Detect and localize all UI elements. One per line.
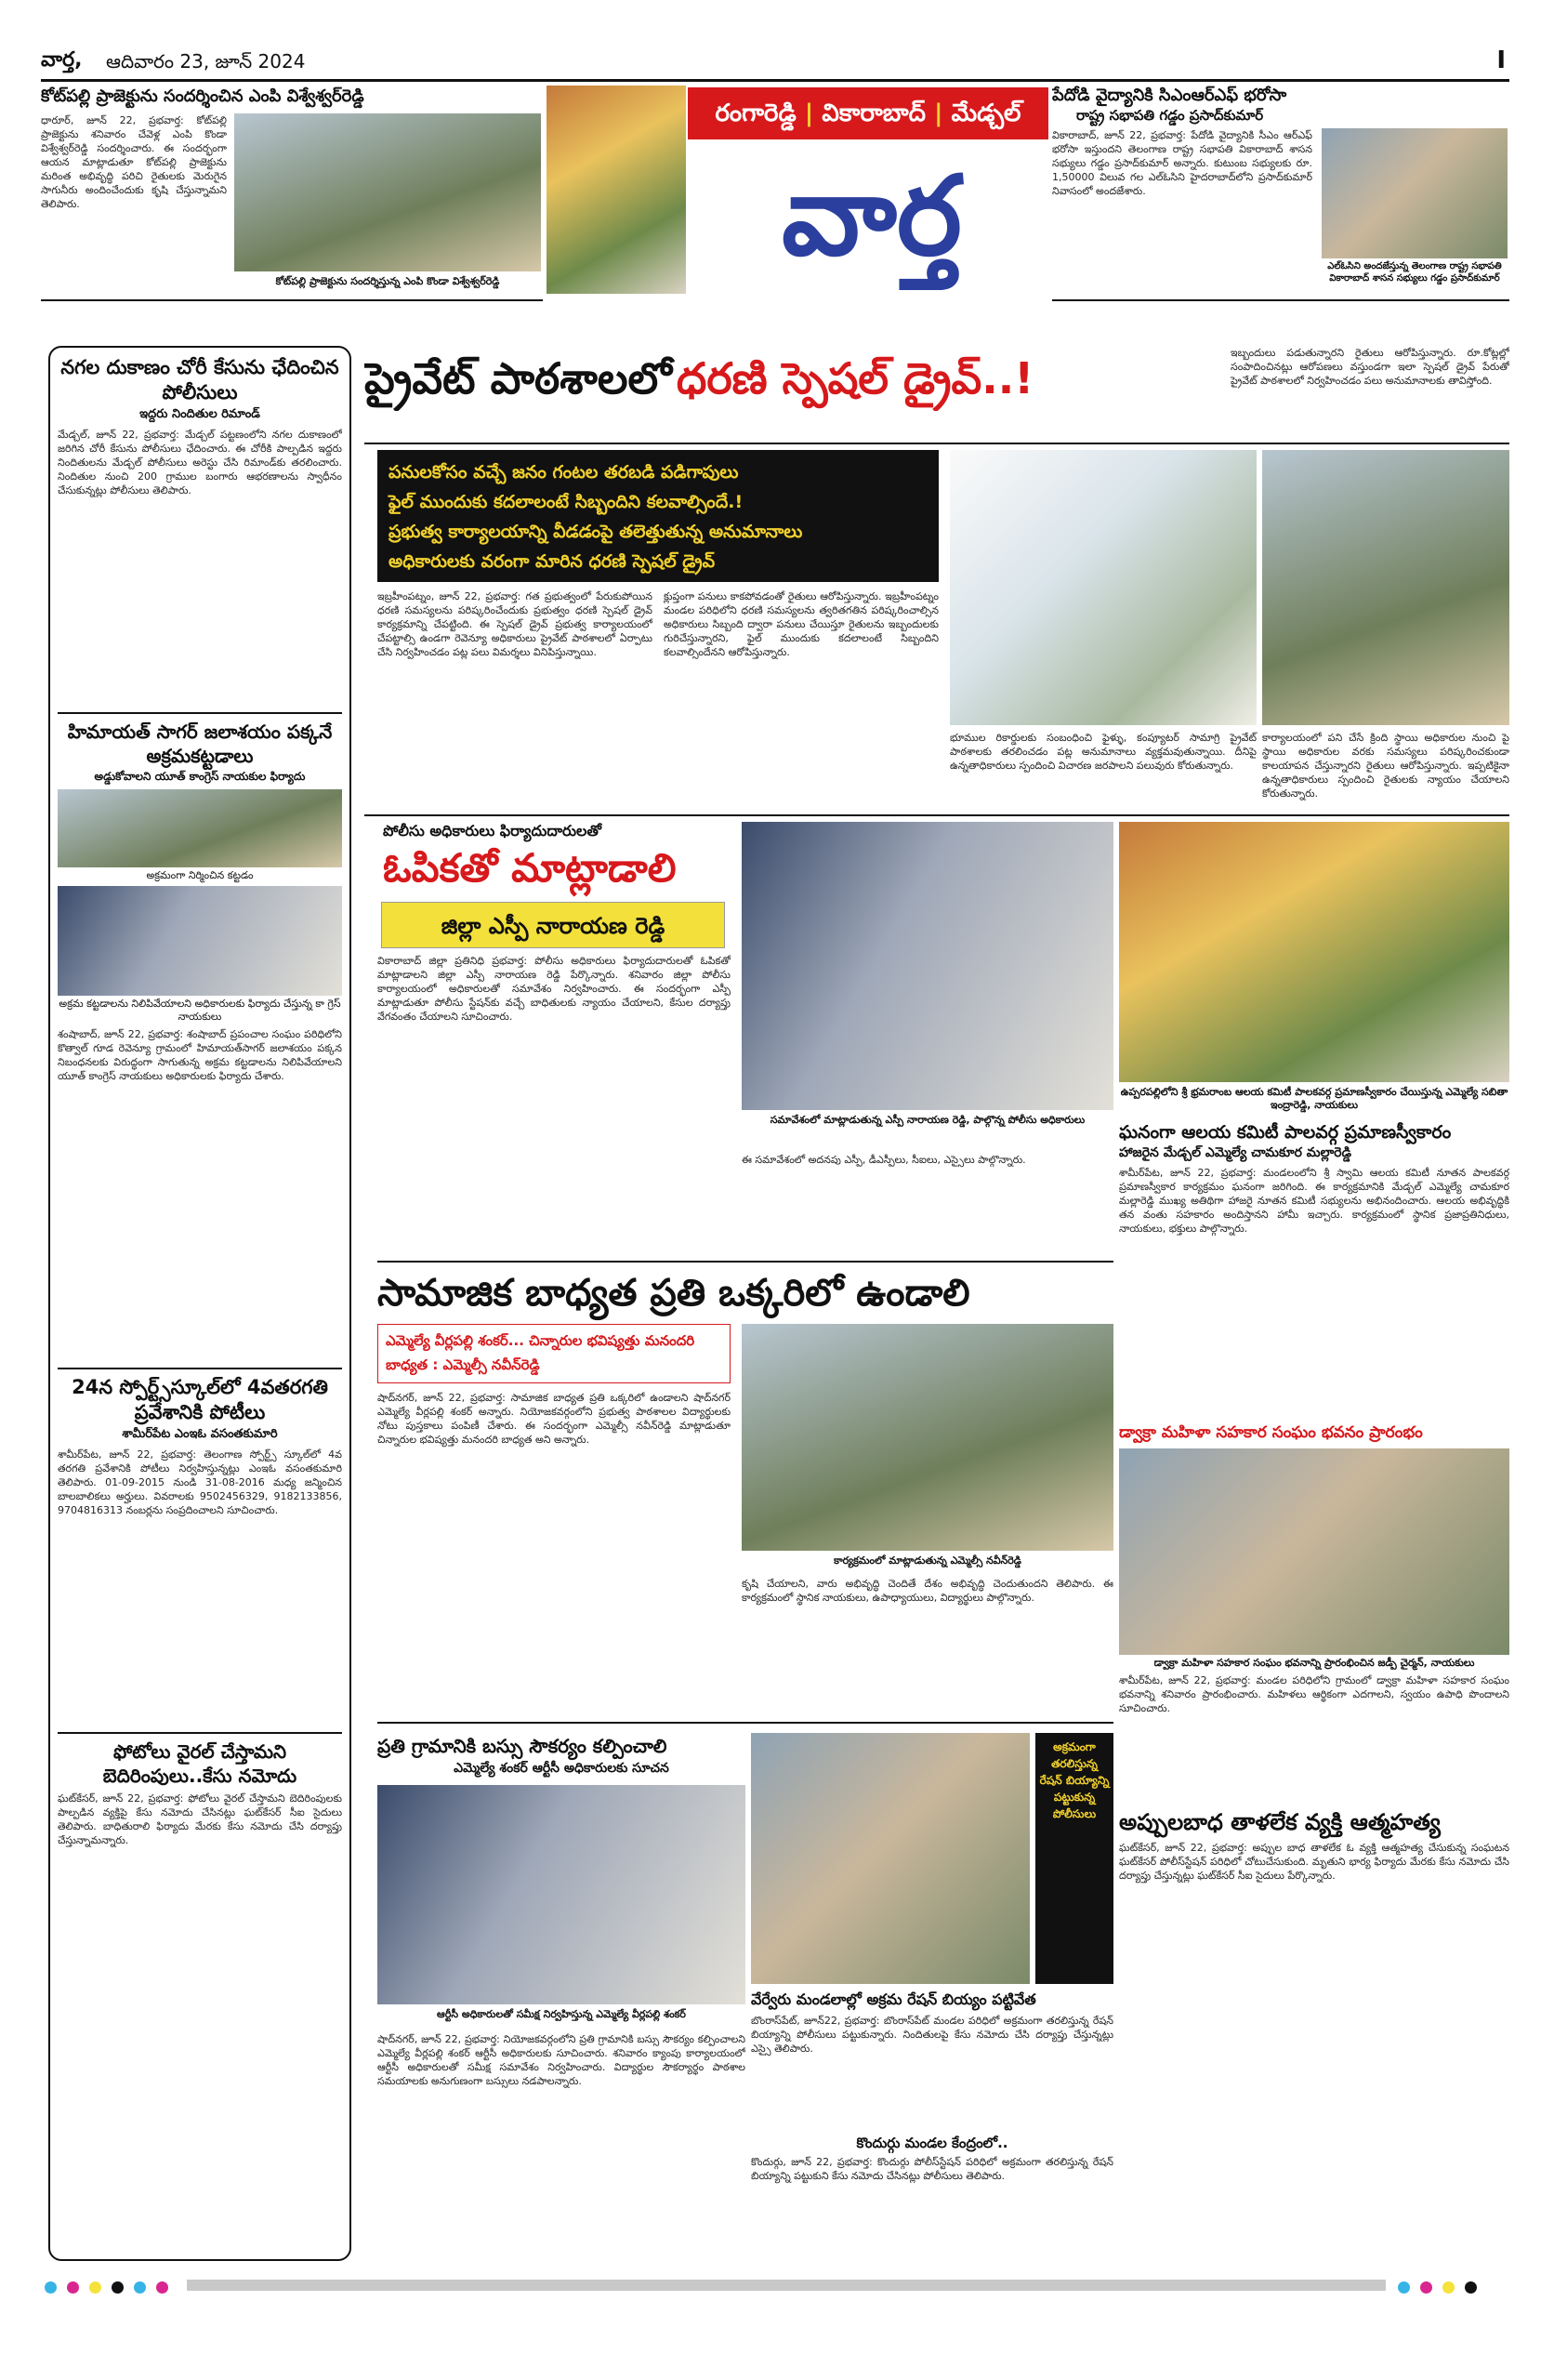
- police-story: [364, 822, 1113, 1264]
- dwakra-body: శామీర్‌పేట, జూన్ 22, ప్రభవార్త: మండల పరిధిలోని గ్రామంలో డ్వాక్రా మహిళా సహకార సంఘం భవనాన్ని శనివారం ప్రారంభించారు. మహిళలు ఆర్థికంగా ఎదగాలని, స్వయం ఉపాధి పొందాలని సూచించారు.: [1119, 1674, 1509, 1714]
- sidebar-story2-body: శంషాబాద్, జూన్ 22, ప్రభవార్త: శంషాబాద్ ప్రపంచాల సంఘం పరిధిలోని కొత్వాల్ గూడ రెవెన్యూ గ్రామంలో హిమాయత్‌సాగర్ జలాశయం పక్కన నిబంధనలకు విరుద్ధంగా సాగుతున్న అక్రమ కట్టడాలను నిలిపివేయాలని యూత్ కాంగ్రెస్ నాయకులు అధికారులకు ఫిర్యాదు చేశారు.: [58, 1028, 342, 1082]
- lead-body-col3: భూముల రికార్డులకు సంబంధించి ఫైళ్ళు, కంప్యూటర్ సామాగ్రి ప్రైవేట్ పాఠశాలకు తరలించడం పట్ల అనుమానాలు వ్యక్తమవుతున్నాయి. దీనిపై ఉన్నతాధికారులు స్పందించి విచారణ జరపాలని పలువురు కోరుతున్నారు.: [950, 732, 1257, 772]
- ration-side-label: అక్రమంగా తరలిస్తున్న రేషన్ బియ్యాన్ని పట్టుకున్న పోలీసులు: [1035, 1733, 1113, 1984]
- lead-illustration: [950, 450, 1257, 725]
- suicide-story: [1119, 1807, 1509, 2261]
- suicide-body: ఘట్‌కేసర్, జూన్ 22, ప్రభవార్త: అప్పుల బాధ తాళలేక ఓ వ్యక్తి ఆత్మహత్య చేసుకున్న సంఘటన ఘట్‌కేసర్ పోలీస్‌స్టేషన్ పరిధిలో చోటుచేసుకుంది. మృతుని భార్య ఫిర్యాదు మేరకు కేసు నమోదు చేసి దర్యాప్తు చేస్తున్నట్లు ఘట్‌కేసర్ సీఐ సైదులు పేర్కొన్నారు.: [1119, 1842, 1509, 1882]
- lead-highlight-2: ఫైల్ ముందుకు కదలాలంటే సిబ్బందిని కలవాల్సిందే.!: [388, 492, 744, 512]
- sidebar-story2-photo2: [58, 886, 342, 996]
- page-date: ఆదివారం 23, జూన్ 2024: [106, 50, 306, 73]
- masthead: [547, 86, 1048, 301]
- sidebar-story1-subhead: ఇద్దరు నిందితుల రిమాండ్: [139, 407, 260, 421]
- cyan-dot-3: [1398, 2281, 1410, 2294]
- lead-headline-part2: ధరణి స్పెషల్ డ్రైవ్..!: [676, 353, 1034, 403]
- story-cmrf-caption: ఎల్‌ఓసిని అందజేస్తున్న తెలంగాణ రాష్ట్ర సభాపతి వికారాబాద్ శాసన సభ్యులు గడ్డం ప్రసాద్‌కుమార్: [1327, 261, 1502, 284]
- social-headline: సామాజిక బాధ్యత ప్రతి ఒక్కరిలో ఉండాలి: [377, 1272, 970, 1315]
- yellow-dot-3: [1442, 2281, 1455, 2294]
- social-body2: కృషి చేయాలని, వారు అభివృద్ధి చెందితే దేశం అభివృద్ధి చెందుతుందని తెలిపారు. ఈ కార్యక్రమంలో స్థానిక నాయకులు, ఉపాధ్యాయులు, విద్యార్థులు పాల్గొన్నారు.: [742, 1578, 1113, 1604]
- magenta-dot-2: [156, 2281, 168, 2294]
- sidebar-story2-photo1: [58, 789, 342, 867]
- lead-highlight-1: పనులకోసం వచ్చే జనం గంటల తరబడి పడిగాపులు: [388, 462, 739, 483]
- bus-photo: [377, 1785, 745, 2004]
- story-kotpally-caption: కోట్‌పల్లి ప్రాజెక్టును సందర్శిస్తున్న ఎంపి కొండా విశ్వేశ్వర్‌రెడ్డి: [275, 275, 500, 287]
- social-body: షాద్‌నగర్, జూన్ 22, ప్రభవార్త: సామాజిక బాధ్యత ప్రతి ఒక్కరిలో ఉండాలని షాద్‌నగర్ ఎమ్మెల్యే వీర్లపల్లి శంకర్ అన్నారు. నియోజకవర్గంలోని ప్రభుత్వ పాఠశాలల విద్యార్థులకు నోటు పుస్తకాలు పంపిణీ చేశారు. ఈ సందర్భంగా ఎమ్మెల్సీ నవీన్‌రెడ్డి మాట్లాడుతూ చిన్నారుల భవిష్యత్తు మనందరి బాధ్యత అని అన్నారు.: [377, 1392, 731, 1446]
- ration-body: బొంరాస్‌పేట్, జూన్22, ప్రభవార్త: బొంరాస్‌పేట్ మండల పరిధిలో అక్రమంగా తరలిస్తున్న రేషన్ బియ్యాన్ని పోలీసులు పట్టుకున్నారు. నిందితులపై కేసు నమోదు చేసి దర్యాప్తు చేస్తున్నట్లు ఎస్సై తెలిపారు.: [751, 2015, 1113, 2055]
- lead-body-col4: కార్యాలయంలో పని చేసే క్రింది స్థాయి అధికారుల నుంచి పై స్థాయి అధికారుల వరకు సమస్యలు పరిష్కరించకుండా కాలయాపన చేస్తున్నారని రైతులు ఆరోపిస్తున్నారు. ఇప్పటికైనా ఉన్నతాధికారులు స్పందించి రైతులకు న్యాయం చేయాలని కోరుతున్నారు.: [1262, 732, 1509, 800]
- temple-story: [1119, 822, 1509, 1417]
- story-cmrf: [1052, 86, 1509, 301]
- left-sidebar: [48, 346, 351, 2261]
- sidebar-story1-body: మేడ్చల్, జూన్ 22, ప్రభవార్త: మేడ్చల్ పట్టణంలోని నగల దుకాణంలో జరిగిన చోరీ కేసును పోలీసులు ఛేదించారు. ఈ చోరీకి పాల్పడిన ఇద్దరు నిందితులను మేడ్చల్ పోలీసులు అరెస్టు చేసి రిమాండ్‌కు తరలించారు. నిందితుల నుంచి 200 గ్రాముల బంగారు ఆభరణాలను స్వాధీనం చేసుకున్నట్లు పోలీసులు తెలిపారు.: [58, 429, 342, 496]
- district-medchal: మేడ్చల్: [951, 99, 1021, 127]
- suicide-headline: అప్పులబాధ తాళలేక వ్యక్తి ఆత్మహత్య: [1119, 1809, 1441, 1835]
- masthead-logo: వార్త: [782, 151, 962, 280]
- lead-body-col2: క్లుప్తంగా పనులు కాకపోవడంతో రైతులు ఆరోపిస్తున్నారు. ఇబ్రహీంపట్నం మండల పరిధిలోని ధరణి సమస్యలను త్వరితగతిన పరిష్కరించాల్సిన అధికారులు సిబ్బంది ద్వారా పనులు చేయిస్తూ రైతులను ఇబ్బందులకు గురిచేస్తున్నారని, ఫైల్ ముందుకు కదలాలంటే సిబ్బందిని కలవాల్సిందేనని ఆరోపిస్తున్నారు.: [664, 590, 939, 658]
- ration-headline: వేర్వేరు మండలాల్లో అక్రమ రేషన్ బియ్యం పట్టివేత: [751, 1990, 1036, 2008]
- lead-highlights-box: [377, 450, 939, 582]
- police-kicker: పోలీసు అధికారులు ఫిర్యాదుదారులతో: [383, 822, 601, 840]
- bus-caption: ఆర్టీసీ అధికారులతో సమీక్ష నిర్వహిస్తున్న ఎమ్మెల్యే వీర్లపల్లి శంకర్: [437, 2008, 686, 2020]
- yellow-dot: [89, 2281, 101, 2294]
- sidebar-story1-headline: నగల దుకాణం చోరీ కేసును ఛేదించిన పోలీసులు: [60, 356, 339, 403]
- temple-headline: ఘనంగా ఆలయ కమిటీ పాలవర్గ ప్రమాణస్వీకారం: [1119, 1122, 1452, 1143]
- ration-body2: కొందుర్గు, జూన్ 22, ప్రభవార్త: కొందుర్గు పోలీస్‌స్టేషన్ పరిధిలో అక్రమంగా తరలిస్తున్న రేషన్ బియ్యాన్ని పట్టుకుని కేసు నమోదు చేసినట్లు పోలీసులు తెలిపారు.: [751, 2156, 1113, 2182]
- ration-sub2: కొందుర్గు మండల కేంద్రంలో..: [856, 2135, 1008, 2151]
- lead-headline: [364, 346, 1219, 411]
- dwakra-photo: [1119, 1448, 1509, 1655]
- lead-headline-part1: ప్రైవేట్ పాఠశాలలో: [364, 353, 672, 403]
- sidebar-story2-caption2: అక్రమ కట్టడాలను నిలిపివేయాలని అధికారులకు ఫిర్యాదు చేస్తున్న కా గ్రెస్ నాయకులు: [59, 998, 341, 1023]
- police-caption: సమావేశంలో మాట్లాడుతున్న ఎస్పీ నారాయణ రెడ్డి, పాల్గొన్న పోలీసు అధికారులు: [770, 1114, 1086, 1126]
- dwakra-headline: డ్వాక్రా మహిళా సహకార సంఘం భవనం ప్రారంభం: [1119, 1423, 1423, 1442]
- police-subhead-box: [381, 902, 725, 948]
- police-photo: [742, 822, 1113, 1110]
- print-color-strip: [45, 2280, 1509, 2298]
- black-dot: [112, 2281, 124, 2294]
- magenta-dot-3: [1420, 2281, 1432, 2294]
- dwakra-story: [1119, 1422, 1509, 1802]
- cyan-dot: [45, 2281, 57, 2294]
- district-rangareddy: రంగారెడ్డి: [715, 99, 797, 127]
- masthead-district-bar: రంగారెడ్డి | వికారాబాద్ | మేడ్చల్: [688, 87, 1048, 139]
- masthead-temple-image: [547, 86, 686, 294]
- sidebar-story2-headline: హిమాయత్ సాగర్ జలాశయం పక్కనే అక్రమకట్టడాలు: [67, 721, 333, 767]
- social-subhead-box: [377, 1324, 731, 1383]
- sidebar-story2-caption1: అక్రమంగా నిర్మించిన కట్టడం: [146, 869, 254, 881]
- page-header: [41, 45, 1509, 82]
- page-number: I: [1496, 46, 1506, 74]
- lead-body-col1: ఇబ్రహీంపట్నం, జూన్ 22, ప్రభవార్త: గత ప్రభుత్వంలో పేరుకుపోయిన ధరణి సమస్యలను పరిష్కరించేందుకు ప్రభుత్వం ధరణి స్పెషల్ డ్రైవ్ కార్యక్రమాన్ని చేపట్టింది. ఈ స్పెషల్ డ్రైవ్ ప్రభుత్వ కార్యాలయంలో చేపట్టాల్సి ఉండగా రెవెన్యూ అధికారులు ప్రైవేట్ పాఠశాలలో ఏర్పాటు చేసి నిర్వహించడం పట్ల పలు విమర్శలు వినిపిస్తున్నాయి.: [377, 590, 652, 658]
- sidebar-story3-subhead: శామీర్‌పేట ఎంఇఓ వసంతకుమారి: [122, 1427, 278, 1441]
- bus-story: [364, 1733, 745, 2263]
- bus-headline: ప్రతి గ్రామానికి బస్సు సౌకర్యం కల్పించాలి: [377, 1735, 667, 1757]
- police-headline: ఓపికతో మాట్లాడాలి: [383, 845, 677, 891]
- temple-caption: ఉప్పరపల్లిలోని శ్రీ భ్రమరాంబ ఆలయ కమిటీ పాలకవర్గ ప్రమాణస్వీకారం చేయిస్తున్న ఎమ్మెల్యే సబితా ఇంద్రారెడ్డి, నాయకులు: [1120, 1086, 1508, 1111]
- bus-subhead: ఎమ్మెల్యే శంకర్ ఆర్టీసీ అధికారులకు సూచన: [454, 1761, 669, 1776]
- temple-subhead: హాజరైన మేడ్చల్ ఎమ్మెల్యే చామకూర మల్లారెడ్డి: [1119, 1145, 1351, 1160]
- dwakra-caption: డ్వాక్రా మహిళా సహకార సంఘం భవనాన్ని ప్రారంభించిన జడ్పీ చైర్మన్, నాయకులు: [1153, 1657, 1475, 1669]
- black-dot-3: [1465, 2281, 1477, 2294]
- sidebar-story4-body: ఘట్‌కేసర్, జూన్ 22, ప్రభవార్త: ఫోటోలు వైరల్ చేస్తామని బెదిరింపులకు పాల్పడిన వ్యక్తిపై కేసు నమోదు చేసినట్లు ఘట్‌కేసర్ సీఐ సైదులు తెలిపారు. బాధితురాలి ఫిర్యాదు మేరకు కేసు నమోదు చేసి దర్యాప్తు చేస్తున్నామన్నారు.: [58, 1792, 342, 1846]
- police-body: వికారాబాద్ జిల్లా ప్రతినిధి ప్రభవార్త: పోలీసు అధికారులు ఫిర్యాదుదారులతో ఓపికతో మాట్లాడాలని జిల్లా ఎస్పీ నారాయణ రెడ్డి పేర్కొన్నారు. శనివారం జిల్లా పోలీసు కార్యాలయంలో అధికారులతో సమావేశం నిర్వహించారు. ఈ సందర్భంగా ఎస్పీ మాట్లాడుతూ పోలీసు స్టేషన్‌కు వచ్చే బాధితులకు న్యాయం చేయాలని, కేసుల దర్యాప్తు వేగవంతం చేయాలని సూచించారు.: [377, 955, 731, 1023]
- social-caption: కార్యక్రమంలో మాట్లాడుతున్న ఎమ్మెల్సీ నవీన్‌రెడ్డి: [834, 1554, 1021, 1567]
- district-vikarabad: వికారాబాద్: [822, 99, 926, 127]
- ration-photo: [751, 1733, 1030, 1984]
- story-kotpally-body: ధారూర్, జూన్ 22, ప్రభవార్త: కోట్‌పల్లి ప్రాజెక్టును శనివారం చేవెళ్ల ఎంపి కొండా విశ్వేశ్వర్‌రెడ్డి సందర్శించారు. ఈ సందర్భంగా ఆయన మాట్లాడుతూ కోట్‌పల్లి ప్రాజెక్టును మరింత అభివృద్ధి పరిచి రైతులకు మెరుగైన సాగునీరు అందించేందుకు కృషి చేస్తున్నామని తెలిపారు.: [41, 114, 227, 210]
- lead-highlight-4: అధికారులకు వరంగా మారిన ధరణి స్పెషల్ డ్రైవ్: [388, 551, 716, 572]
- ration-story: [751, 1733, 1113, 2263]
- cyan-dot-2: [134, 2281, 146, 2294]
- sidebar-story2-subhead: అడ్డుకోవాలని యూత్ కాంగ్రెస్ నాయకుల ఫిర్యాదు: [94, 770, 306, 783]
- social-subhead: ఎమ్మెల్యే వీర్లపల్లి శంకర్... చిన్నారుల భవిష్యత్తు మనందరి బాధ్యత : ఎమ్మెల్సీ నవీన్‌రెడ్డి: [386, 1332, 695, 1373]
- paper-name: వార్త,: [41, 48, 83, 72]
- story-cmrf-photo: [1322, 128, 1508, 258]
- temple-body: శామీర్‌పేట, జూన్ 22, ప్రభవార్త: మండలంలోని శ్రీ స్వామి ఆలయ కమిటీ నూతన పాలకవర్గ ప్రమాణస్వీకార కార్యక్రమం ఘనంగా జరిగింది. ఈ కార్యక్రమానికి మేడ్చల్ ఎమ్మెల్యే చామకూర మల్లారెడ్డి ముఖ్య అతిథిగా హాజరై నూతన కమిటీ సభ్యులను అభినందించారు. ఆలయ అభివృద్ధికి తన వంతు సహకారం అందిస్తానని హామీ ఇచ్చారు. కార్యక్రమంలో స్థానిక ప్రజాప్రతినిధులు, నాయకులు, భక్తులు పాల్గొన్నారు.: [1119, 1167, 1509, 1235]
- story-cmrf-subhead: రాష్ట్ర సభాపతి గడ్డం ప్రసాద్‌కుమార్: [1076, 107, 1264, 124]
- lead-body-right: ఇబ్బందులు పడుతున్నారని రైతులు ఆరోపిస్తున్నారు. రూ.కోట్లల్లో సంపాదించినట్లు ఆరోపణలు వస్తుండగా ఇలా స్పెషల్ డ్రైవ్ పేరుతో ప్రైవేట్ పాఠశాలలో నిర్వహించడం పలు అనుమానాలకు తావిస్తోంది.: [1231, 347, 1509, 387]
- magenta-dot: [67, 2281, 79, 2294]
- lead-story: [364, 346, 1509, 811]
- social-story: [364, 1266, 1113, 1694]
- sidebar-story4-headline: ఫోటోలు వైరల్ చేస్తామని బెదిరింపులు..కేసు నమోదు: [102, 1740, 297, 1787]
- police-subhead: జిల్లా ఎస్పీ నారాయణ రెడ్డి: [441, 913, 665, 939]
- story-cmrf-headline: పేదోడి వైద్యానికి సిఎంఆర్‌ఎఫ్ భరోసా: [1052, 86, 1287, 105]
- social-photo: [742, 1324, 1113, 1551]
- temple-photo: [1119, 822, 1509, 1082]
- story-cmrf-body: వికారాబాద్, జూన్ 22, ప్రభవార్త: పేదోడి వైద్యానికి సీఎం ఆర్‌ఎఫ్ భరోసా ఇస్తుందని తెలంగాణ రాష్ట్ర సభాపతి వికారాబాద్ శాసన సభ్యులు గడ్డం ప్రసాద్‌కుమార్ అన్నారు. కుటుంబ సభ్యులకు రూ. 1,50000 విలువ గల ఎల్‌ఓసిని హైదరాబాద్‌లోని ప్రసాద్‌కుమార్ నివాసంలో అందజేశారు.: [1052, 129, 1312, 197]
- police-body2: ఈ సమావేశంలో అదనపు ఎస్పీ, డీఎస్పీలు, సీఐలు, ఎస్సైలు పాల్గొన్నారు.: [742, 1154, 1026, 1166]
- sidebar-story3-body: శామీర్‌పేట, జూన్ 22, ప్రభవార్త: తెలంగాణ స్పోర్ట్స్ స్కూల్‌లో 4వ తరగతి ప్రవేశానికి పోటీలు నిర్వహిస్తున్నట్లు ఎంఇఓ వసంతకుమారి తెలిపారు. 01-09-2015 నుండి 31-08-2016 మధ్య జన్మించిన బాలబాలికలు అర్హులు. వివరాలకు 9502456329, 9182133856, 9704816313 నంబర్లను సంప్రదించాలని సూచించారు.: [58, 1448, 342, 1516]
- story-kotpally: [41, 86, 543, 301]
- bus-body: షాద్‌నగర్, జూన్ 22, ప్రభవార్త: నియోజకవర్గంలోని ప్రతి గ్రామానికి బస్సు సౌకర్యం కల్పించాలని ఎమ్మెల్యే వీర్లపల్లి శంకర్ ఆర్టీసీ అధికారులకు సూచించారు. శనివారం క్యాంపు కార్యాలయంలో ఆర్టీసీ అధికారులతో సమీక్ష సమావేశం నిర్వహించారు. విద్యార్థుల సౌకర్యార్థం పాఠశాల సమయాలకు అనుగుణంగా బస్సులు నడపాలన్నారు.: [377, 2033, 745, 2087]
- lead-photo: [1262, 450, 1509, 725]
- grey-bar: [187, 2280, 1386, 2291]
- story-kotpally-headline: కోట్‌పల్లి ప్రాజెక్టును సందర్శించిన ఎంపి విశ్వేశ్వర్‌రెడ్డి: [41, 86, 364, 106]
- sidebar-story3-headline: 24న స్పోర్ట్స్‌స్కూల్‌లో 4వతరగతి ప్రవేశానికి పోటీలు: [72, 1376, 328, 1423]
- lead-highlight-3: ప్రభుత్వ కార్యాలయాన్ని వీడడంపై తలెత్తుతున్న అనుమానాలు: [388, 522, 803, 542]
- story-kotpally-photo: [234, 113, 541, 271]
